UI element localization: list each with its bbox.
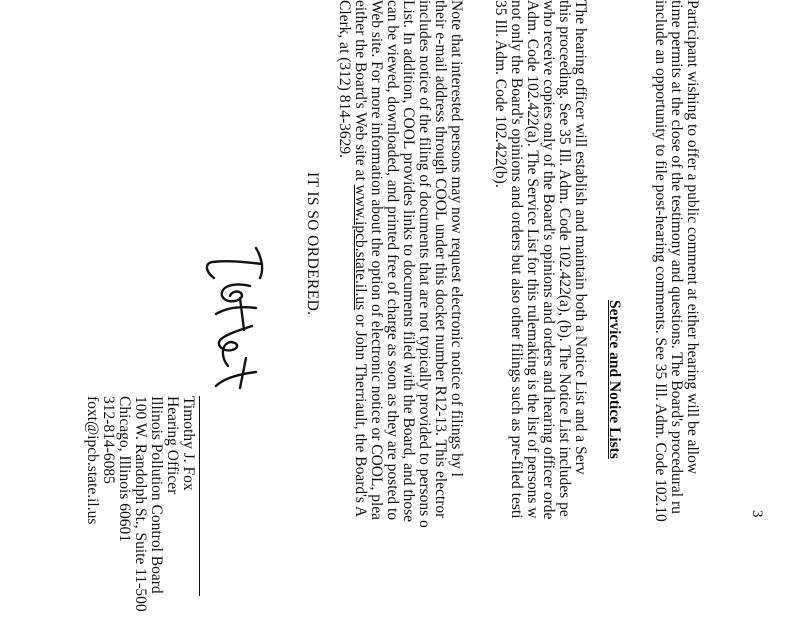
paragraph3-line-5: can be viewed, downloaded, and printed free of charge as soon as they are posted to [384,0,401,521]
handwritten-signature [190,238,270,438]
paragraph3-line-8: Clerk, at (312) 814-3629. [336,0,353,158]
closing-statement: IT IS SO ORDERED. [304,172,321,316]
paragraph3-line-1: Note that interested persons may now request electronic notice of filings by l [448,0,465,477]
signer-street-address: 100 W. Randolph St., Suite 11-500 [132,396,149,612]
paragraph1-line-2: time permits at the close of the testimony and questions. The Board's procedural ru [668,0,685,514]
paragraph3-line-7-pre: either the Board's Web site at [352,0,369,185]
paragraph3-line-4: List. In addition, COOL provides links to documents filed with the Board, and those [400,0,417,523]
paragraph3-line-3: includes notice of the filing of documents that are not typically provided to persons o [416,0,433,528]
page-number: 3 [749,510,765,518]
signer-city: Chicago, Illinois 60601 [116,396,133,542]
signer-organization: Illinois Pollution Control Board [148,396,165,594]
paragraph2-line-2: this proceeding. See 35 Ill. Adm. Code 102.422(a), (b). The Notice List includes pe [556,0,573,517]
paragraph2-line-4: Adm. Code 102.422(a). The Service List for this rulemaking is the list of persons w [524,0,541,519]
paragraph3-line-7 [353,0,368,517]
signer-email[interactable]: foxt@ipcb.state.il.us [84,396,101,525]
paragraph2-line-3: who receive copies only of the Board's opinions and orders and hearing officer orde [540,0,557,520]
paragraph3-line-7-post: or John Therriault, the Board's A [352,310,369,518]
paragraph2-line-5: not only the Board's opinions and orders but also other filings such as pre-filed testi [508,0,525,519]
signer-phone: 312-814-6085 [100,396,117,484]
section-heading: Service and Notice Lists [606,300,623,459]
board-website-link[interactable]: www.ipcb.state.il.us [352,184,369,311]
paragraph1-line-1: Participant wishing to offer a public comment at either hearing will be allow [684,0,701,475]
paragraph3-line-6: Web site. For more information about the option of electronic notice or COOL, plea [368,0,385,521]
paragraph2-line-6: 35 Ill. Adm. Code 102.422(b). [492,0,509,188]
paragraph3-line-2: their e-mail address through COOL under this docket number R12-13. This electror [432,0,449,519]
signature-rule [199,396,200,596]
signer-title: Hearing Officer [164,396,181,495]
signer-name: Timothy J. Fox [180,396,197,491]
paragraph1-line-3: include an opportunity to file post-hearing comments. See 35 Ill. Adm. Code 102.10 [652,0,669,522]
paragraph2-line-1: The hearing officer will establish and maintain both a Notice List and a Serv [572,0,589,475]
